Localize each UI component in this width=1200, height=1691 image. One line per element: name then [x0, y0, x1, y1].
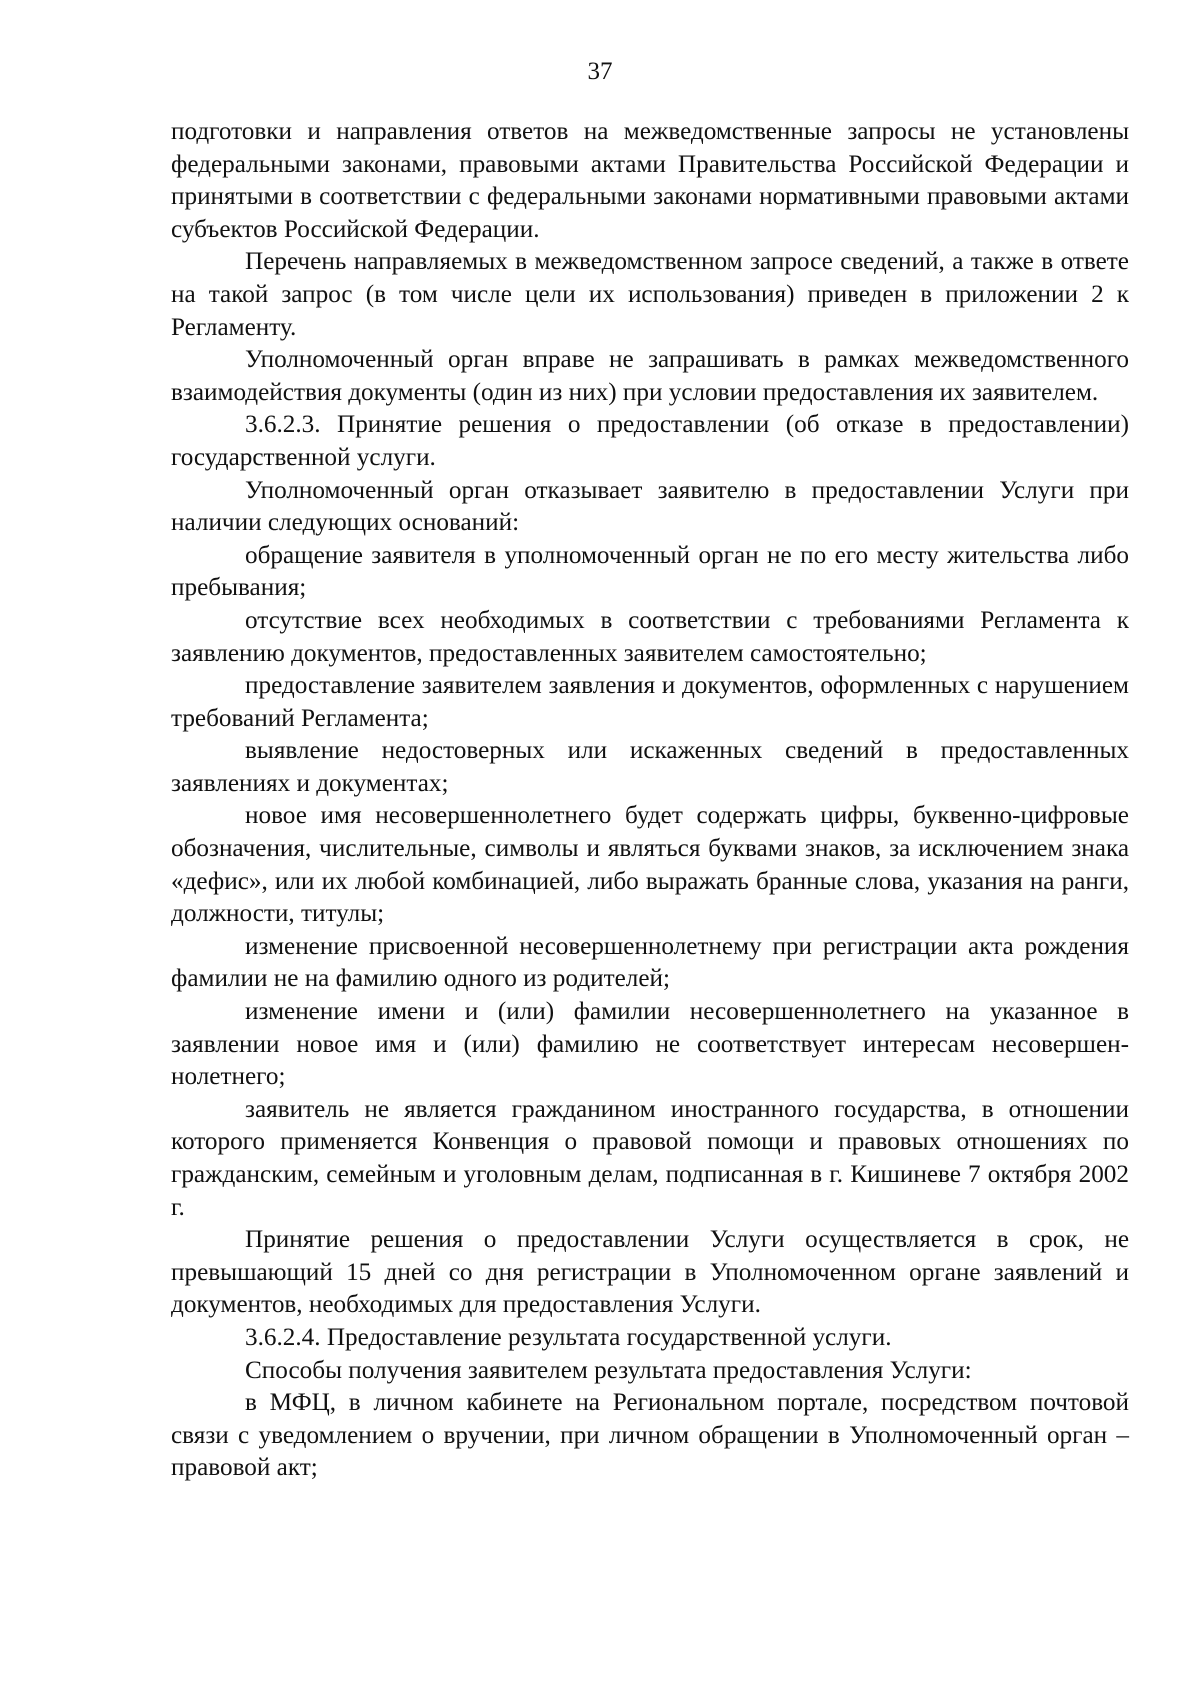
- refusal-reason-false-information: выявление недостоверных или искаженных сведений в предоставленных заявлениях и документах;: [171, 737, 1129, 797]
- section-heading-3-6-2-3: 3.6.2.3. Принятие решения о предоставлении (об отказе в предоставлении) государственной услуги.: [171, 411, 1129, 471]
- paragraph-no-request: Уполномоченный орган вправе не запрашивать в рамках межведомственного взаимодействия документы (один из них) при условии предоставления их заявителем.: [171, 346, 1129, 406]
- paragraph-continuation: подготовки и направления ответов на межведомственные запросы не установлены федеральными законами, правовыми актами Правительства Российской Федерации и принятыми в соответствии с федеральными законами нормативными правовыми актами субъектов Российской Федерации.: [171, 118, 1129, 243]
- paragraph-result-methods: Способы получения заявителем результата предоставления Услуги:: [245, 1356, 972, 1384]
- refusal-reason-missing-documents: отсутствие всех необходимых в соответствии с требованиями Регламента к заявлению документов, предоставленных заявителем самостоятельно;: [171, 606, 1129, 667]
- refusal-reason-surname-change: изменение присвоенной несовершеннолетнему при регистрации акта рождения фамилии не на фамилию одного из родителей;: [171, 932, 1129, 993]
- refusal-reason-invalid-name: новое имя несовершеннолетнего будет содержать цифры, буквенно-цифровые обозначения, числительные, символы и являться буквами знаков, за исключением знака «дефис», или их любой комбинацией, либо выражать бранные слова, указания на ранги, должности, титулы;: [171, 802, 1129, 928]
- paragraph-request-list: Перечень направляемых в межведомственном запросе сведений, а также в ответе на такой запрос (в том числе цели их использования) приведен в приложении 2 к Регламенту.: [171, 248, 1129, 341]
- paragraph-result-channels: в МФЦ, в личном кабинете на Региональном портале, посредством почтовой связи с уведомлением о вручении, при личном обращении в Уполномоченный орган – правовой акт;: [171, 1389, 1129, 1482]
- refusal-reason-violations: предоставление заявителем заявления и документов, оформленных с нарушением требований Регламента;: [171, 672, 1129, 732]
- paragraph-refusal-intro: Уполномоченный орган отказывает заявителю в предоставлении Услуги при наличии следующих оснований:: [171, 476, 1129, 537]
- refusal-reason-interests: изменение имени и (или) фамилии несовершеннолетнего на указанное в заявлении новое имя и (или) фамилию не соответствует интересам несовершеннолетнего;: [171, 998, 1129, 1091]
- section-heading-3-6-2-4: 3.6.2.4. Предоставление результата государственной услуги.: [245, 1323, 892, 1351]
- refusal-reason-residence: обращение заявителя в уполномоченный орган не по его месту жительства либо пребывания;: [171, 541, 1129, 602]
- refusal-reason-convention: заявитель не является гражданином иностранного государства, в отношении которого применяется Конвенция о правовой помощи и правовых отношениях по гражданским, семейным и уголовным делам, подписанная в г. Кишиневе 7 октября 2002 г.: [171, 1095, 1129, 1221]
- paragraph-decision-deadline: Принятие решения о предоставлении Услуги осуществляется в срок, не превышающий 15 дней со дня регистрации в Уполномоченном органе заявлений и документов, необходимых для предоставления Услуги.: [171, 1226, 1129, 1319]
- document-body: [171, 116, 1129, 1485]
- page-number: 37: [587, 58, 613, 85]
